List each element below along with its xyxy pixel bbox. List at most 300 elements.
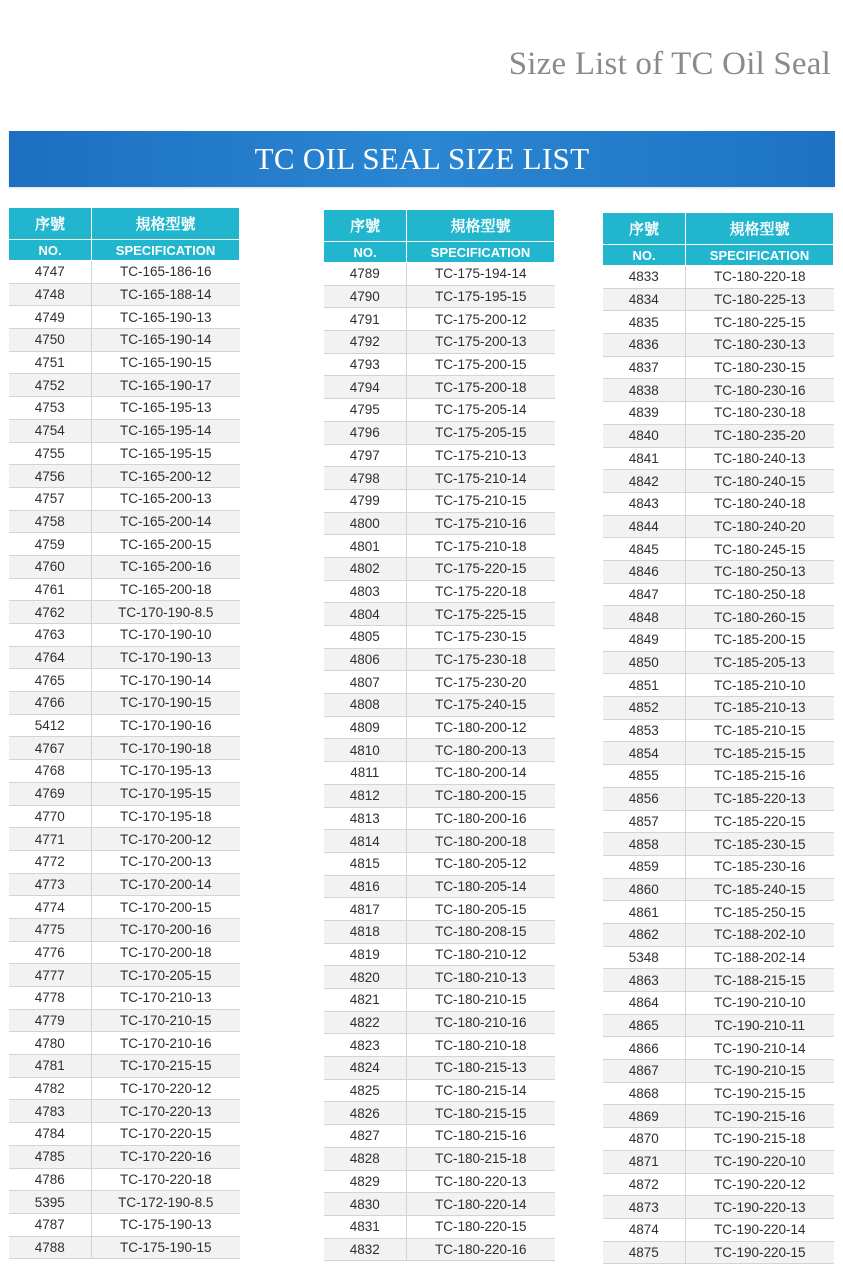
table-row bbox=[9, 987, 240, 1010]
header-no-en: NO. bbox=[324, 242, 407, 263]
row-specification: TC-175-230-15 bbox=[407, 626, 555, 649]
table-row bbox=[324, 1011, 555, 1034]
row-specification: TC-180-205-14 bbox=[407, 875, 555, 898]
table-row bbox=[603, 1241, 834, 1264]
row-specification: TC-180-215-18 bbox=[407, 1147, 555, 1170]
table-row bbox=[9, 850, 240, 873]
row-specification: TC-170-220-13 bbox=[92, 1100, 240, 1123]
table-row bbox=[603, 1060, 834, 1083]
table-row bbox=[603, 515, 834, 538]
header-spec-en: SPECIFICATION bbox=[92, 240, 240, 261]
row-number: 4851 bbox=[603, 674, 686, 697]
table-row bbox=[324, 807, 555, 830]
row-number: 4759 bbox=[9, 533, 92, 556]
table-row bbox=[603, 379, 834, 402]
table-row bbox=[9, 941, 240, 964]
row-specification: TC-165-200-13 bbox=[92, 487, 240, 510]
row-number: 4783 bbox=[9, 1100, 92, 1123]
row-specification: TC-170-210-13 bbox=[92, 987, 240, 1010]
row-number: 4829 bbox=[324, 1170, 407, 1193]
row-number: 4826 bbox=[324, 1102, 407, 1125]
row-specification: TC-180-208-15 bbox=[407, 920, 555, 943]
table-row bbox=[9, 1236, 240, 1259]
row-number: 4816 bbox=[324, 875, 407, 898]
table-row bbox=[603, 447, 834, 470]
row-number: 4747 bbox=[9, 261, 92, 284]
table-row bbox=[324, 762, 555, 785]
row-number: 4848 bbox=[603, 606, 686, 629]
row-specification: TC-190-215-15 bbox=[686, 1082, 834, 1105]
row-number: 4820 bbox=[324, 966, 407, 989]
row-number: 4784 bbox=[9, 1123, 92, 1146]
table-row bbox=[603, 288, 834, 311]
row-specification: TC-180-220-15 bbox=[407, 1215, 555, 1238]
row-number: 4844 bbox=[603, 515, 686, 538]
header-spec-cn: 規格型號 bbox=[92, 208, 240, 240]
table-row bbox=[324, 1147, 555, 1170]
table-row bbox=[324, 557, 555, 580]
table-row bbox=[9, 306, 240, 329]
row-number: 4815 bbox=[324, 852, 407, 875]
row-number: 4794 bbox=[324, 376, 407, 399]
row-specification: TC-175-200-13 bbox=[407, 331, 555, 354]
table-row bbox=[324, 1238, 555, 1261]
table-row bbox=[9, 1032, 240, 1055]
header-no-en: NO. bbox=[9, 240, 92, 261]
table-row bbox=[9, 533, 240, 556]
table-row bbox=[603, 969, 834, 992]
table-row bbox=[603, 1196, 834, 1219]
row-number: 4806 bbox=[324, 648, 407, 671]
table-row bbox=[324, 580, 555, 603]
table-row bbox=[603, 606, 834, 629]
row-specification: TC-190-210-15 bbox=[686, 1060, 834, 1083]
row-specification: TC-180-205-12 bbox=[407, 852, 555, 875]
table-row bbox=[324, 830, 555, 853]
row-number: 4835 bbox=[603, 311, 686, 334]
table-row bbox=[603, 742, 834, 765]
row-number: 4769 bbox=[9, 782, 92, 805]
row-specification: TC-185-205-13 bbox=[686, 651, 834, 674]
table-row bbox=[324, 966, 555, 989]
table-row bbox=[9, 737, 240, 760]
row-specification: TC-180-240-18 bbox=[686, 492, 834, 515]
table-row bbox=[603, 810, 834, 833]
row-specification: TC-170-220-18 bbox=[92, 1168, 240, 1191]
row-specification: TC-165-200-14 bbox=[92, 510, 240, 533]
row-number: 4860 bbox=[603, 878, 686, 901]
row-specification: TC-170-190-8.5 bbox=[92, 601, 240, 624]
row-number: 4861 bbox=[603, 901, 686, 924]
row-number: 4807 bbox=[324, 671, 407, 694]
table-row bbox=[9, 964, 240, 987]
row-number: 4770 bbox=[9, 805, 92, 828]
row-number: 4756 bbox=[9, 465, 92, 488]
row-specification: TC-180-220-13 bbox=[407, 1170, 555, 1193]
row-specification: TC-170-200-16 bbox=[92, 918, 240, 941]
header-spec-cn: 規格型號 bbox=[407, 210, 555, 242]
row-specification: TC-170-190-15 bbox=[92, 692, 240, 715]
row-number: 4853 bbox=[603, 719, 686, 742]
row-specification: TC-165-190-14 bbox=[92, 329, 240, 352]
table-row bbox=[9, 692, 240, 715]
row-number: 4805 bbox=[324, 626, 407, 649]
table-row bbox=[9, 465, 240, 488]
table-row bbox=[603, 674, 834, 697]
row-specification: TC-175-205-15 bbox=[407, 421, 555, 444]
row-specification: TC-180-220-16 bbox=[407, 1238, 555, 1261]
row-number: 4869 bbox=[603, 1105, 686, 1128]
row-number: 4795 bbox=[324, 399, 407, 422]
table-row bbox=[324, 898, 555, 921]
row-specification: TC-180-230-18 bbox=[686, 402, 834, 425]
row-specification: TC-190-220-14 bbox=[686, 1218, 834, 1241]
table-row bbox=[9, 918, 240, 941]
table-row bbox=[324, 467, 555, 490]
table-row bbox=[324, 399, 555, 422]
table-row bbox=[603, 629, 834, 652]
row-number: 4779 bbox=[9, 1009, 92, 1032]
row-specification: TC-175-210-15 bbox=[407, 489, 555, 512]
row-specification: TC-185-210-15 bbox=[686, 719, 834, 742]
row-specification: TC-180-210-18 bbox=[407, 1034, 555, 1057]
row-number: 4761 bbox=[9, 578, 92, 601]
table-row bbox=[9, 351, 240, 374]
row-specification: TC-185-215-15 bbox=[686, 742, 834, 765]
row-specification: TC-180-235-20 bbox=[686, 424, 834, 447]
row-number: 4808 bbox=[324, 694, 407, 717]
row-specification: TC-185-220-13 bbox=[686, 787, 834, 810]
row-specification: TC-170-190-14 bbox=[92, 669, 240, 692]
row-number: 4750 bbox=[9, 329, 92, 352]
row-specification: TC-180-225-15 bbox=[686, 311, 834, 334]
row-number: 4830 bbox=[324, 1193, 407, 1216]
row-specification: TC-180-200-14 bbox=[407, 762, 555, 785]
row-specification: TC-180-210-15 bbox=[407, 989, 555, 1012]
row-specification: TC-185-220-15 bbox=[686, 810, 834, 833]
row-specification: TC-175-194-14 bbox=[407, 263, 555, 286]
row-number: 4768 bbox=[9, 760, 92, 783]
row-specification: TC-180-200-16 bbox=[407, 807, 555, 830]
table-row bbox=[324, 739, 555, 762]
row-number: 4843 bbox=[603, 492, 686, 515]
row-specification: TC-180-210-13 bbox=[407, 966, 555, 989]
table-row bbox=[324, 943, 555, 966]
row-number: 4782 bbox=[9, 1077, 92, 1100]
row-number: 4824 bbox=[324, 1057, 407, 1080]
row-specification: TC-190-215-18 bbox=[686, 1128, 834, 1151]
row-number: 4825 bbox=[324, 1079, 407, 1102]
row-number: 4854 bbox=[603, 742, 686, 765]
page-title: Size List of TC Oil Seal bbox=[508, 46, 831, 82]
row-specification: TC-165-195-15 bbox=[92, 442, 240, 465]
header-no-cn: 序號 bbox=[324, 210, 407, 242]
row-specification: TC-180-260-15 bbox=[686, 606, 834, 629]
row-number: 4765 bbox=[9, 669, 92, 692]
row-number: 4767 bbox=[9, 737, 92, 760]
row-specification: TC-170-200-12 bbox=[92, 828, 240, 851]
table-row bbox=[9, 1168, 240, 1191]
table-row bbox=[9, 1145, 240, 1168]
row-specification: TC-185-200-15 bbox=[686, 629, 834, 652]
row-number: 4800 bbox=[324, 512, 407, 535]
row-specification: TC-180-210-16 bbox=[407, 1011, 555, 1034]
table-row bbox=[9, 1009, 240, 1032]
row-specification: TC-190-220-13 bbox=[686, 1196, 834, 1219]
row-specification: TC-180-240-15 bbox=[686, 470, 834, 493]
table-row bbox=[9, 873, 240, 896]
row-number: 4777 bbox=[9, 964, 92, 987]
table-row bbox=[324, 875, 555, 898]
row-specification: TC-180-200-15 bbox=[407, 784, 555, 807]
row-specification: TC-185-250-15 bbox=[686, 901, 834, 924]
table-row bbox=[603, 923, 834, 946]
table-row bbox=[324, 421, 555, 444]
table-row bbox=[603, 855, 834, 878]
row-number: 4804 bbox=[324, 603, 407, 626]
row-number: 4775 bbox=[9, 918, 92, 941]
row-specification: TC-188-202-14 bbox=[686, 946, 834, 969]
header-spec-cn: 規格型號 bbox=[686, 213, 834, 245]
table-row bbox=[324, 1102, 555, 1125]
header-no-cn: 序號 bbox=[9, 208, 92, 240]
table-row bbox=[9, 624, 240, 647]
row-number: 4840 bbox=[603, 424, 686, 447]
row-specification: TC-170-200-15 bbox=[92, 896, 240, 919]
row-specification: TC-170-190-10 bbox=[92, 624, 240, 647]
row-number: 4763 bbox=[9, 624, 92, 647]
table-row bbox=[603, 1173, 834, 1196]
row-number: 4859 bbox=[603, 855, 686, 878]
row-specification: TC-175-220-18 bbox=[407, 580, 555, 603]
table-row bbox=[9, 397, 240, 420]
row-specification: TC-180-220-18 bbox=[686, 266, 834, 289]
header-no-en: NO. bbox=[603, 245, 686, 266]
row-specification: TC-175-200-12 bbox=[407, 308, 555, 331]
row-specification: TC-175-230-18 bbox=[407, 648, 555, 671]
row-number: 4764 bbox=[9, 646, 92, 669]
table-row bbox=[324, 920, 555, 943]
row-specification: TC-180-230-15 bbox=[686, 356, 834, 379]
row-specification: TC-185-240-15 bbox=[686, 878, 834, 901]
table-row bbox=[603, 901, 834, 924]
row-specification: TC-180-240-13 bbox=[686, 447, 834, 470]
row-specification: TC-175-230-20 bbox=[407, 671, 555, 694]
row-number: 4839 bbox=[603, 402, 686, 425]
row-specification: TC-165-200-15 bbox=[92, 533, 240, 556]
row-specification: TC-175-190-13 bbox=[92, 1213, 240, 1236]
table-row bbox=[324, 444, 555, 467]
row-specification: TC-170-220-12 bbox=[92, 1077, 240, 1100]
row-number: 4803 bbox=[324, 580, 407, 603]
table-row bbox=[9, 374, 240, 397]
table-row bbox=[9, 419, 240, 442]
row-specification: TC-175-190-15 bbox=[92, 1236, 240, 1259]
table-row bbox=[324, 784, 555, 807]
row-specification: TC-175-240-15 bbox=[407, 694, 555, 717]
row-specification: TC-170-220-15 bbox=[92, 1123, 240, 1146]
row-number: 4845 bbox=[603, 538, 686, 561]
row-specification: TC-170-200-18 bbox=[92, 941, 240, 964]
row-specification: TC-170-200-14 bbox=[92, 873, 240, 896]
row-number: 4785 bbox=[9, 1145, 92, 1168]
row-number: 4812 bbox=[324, 784, 407, 807]
row-number: 4866 bbox=[603, 1037, 686, 1060]
row-specification: TC-190-210-10 bbox=[686, 992, 834, 1015]
row-number: 4855 bbox=[603, 765, 686, 788]
row-specification: TC-180-250-13 bbox=[686, 560, 834, 583]
row-number: 4867 bbox=[603, 1060, 686, 1083]
table-row bbox=[9, 1077, 240, 1100]
row-specification: TC-170-200-13 bbox=[92, 850, 240, 873]
table-row bbox=[603, 1105, 834, 1128]
table-row bbox=[324, 1193, 555, 1216]
row-number: 5348 bbox=[603, 946, 686, 969]
table-row bbox=[9, 1191, 240, 1214]
row-number: 4788 bbox=[9, 1236, 92, 1259]
table-row bbox=[603, 538, 834, 561]
table-row bbox=[9, 510, 240, 533]
table-row bbox=[9, 896, 240, 919]
table-row bbox=[324, 626, 555, 649]
row-number: 4776 bbox=[9, 941, 92, 964]
row-number: 4790 bbox=[324, 285, 407, 308]
row-specification: TC-180-215-16 bbox=[407, 1125, 555, 1148]
table-row bbox=[9, 828, 240, 851]
row-number: 4787 bbox=[9, 1213, 92, 1236]
list-banner bbox=[9, 131, 835, 187]
table-row bbox=[603, 651, 834, 674]
row-number: 4858 bbox=[603, 833, 686, 856]
row-number: 4817 bbox=[324, 898, 407, 921]
row-number: 4792 bbox=[324, 331, 407, 354]
row-number: 4749 bbox=[9, 306, 92, 329]
table-row bbox=[603, 492, 834, 515]
row-number: 4755 bbox=[9, 442, 92, 465]
row-specification: TC-170-190-13 bbox=[92, 646, 240, 669]
table-row bbox=[324, 1215, 555, 1238]
row-number: 4823 bbox=[324, 1034, 407, 1057]
row-specification: TC-180-215-13 bbox=[407, 1057, 555, 1080]
row-number: 4841 bbox=[603, 447, 686, 470]
row-number: 4857 bbox=[603, 810, 686, 833]
table-row bbox=[9, 646, 240, 669]
table-row bbox=[324, 376, 555, 399]
table-row bbox=[324, 331, 555, 354]
header-no-cn: 序號 bbox=[603, 213, 686, 245]
table-row bbox=[603, 1037, 834, 1060]
table-row bbox=[9, 329, 240, 352]
row-specification: TC-165-188-14 bbox=[92, 283, 240, 306]
row-number: 4865 bbox=[603, 1014, 686, 1037]
row-specification: TC-170-215-15 bbox=[92, 1055, 240, 1078]
table-row bbox=[603, 402, 834, 425]
table-row bbox=[324, 1057, 555, 1080]
row-number: 4796 bbox=[324, 421, 407, 444]
row-specification: TC-190-220-12 bbox=[686, 1173, 834, 1196]
table-row bbox=[324, 1125, 555, 1148]
row-number: 4846 bbox=[603, 560, 686, 583]
table-row bbox=[324, 285, 555, 308]
row-number: 4836 bbox=[603, 334, 686, 357]
row-number: 4821 bbox=[324, 989, 407, 1012]
row-specification: TC-190-220-15 bbox=[686, 1241, 834, 1264]
table-row bbox=[603, 424, 834, 447]
row-specification: TC-165-200-18 bbox=[92, 578, 240, 601]
row-specification: TC-185-230-16 bbox=[686, 855, 834, 878]
row-number: 4856 bbox=[603, 787, 686, 810]
row-specification: TC-175-210-18 bbox=[407, 535, 555, 558]
table-row bbox=[603, 1014, 834, 1037]
row-number: 4773 bbox=[9, 873, 92, 896]
row-specification: TC-175-200-18 bbox=[407, 376, 555, 399]
table-row bbox=[9, 487, 240, 510]
row-specification: TC-180-200-13 bbox=[407, 739, 555, 762]
table-row bbox=[9, 261, 240, 284]
row-specification: TC-175-225-15 bbox=[407, 603, 555, 626]
row-specification: TC-165-190-15 bbox=[92, 351, 240, 374]
row-specification: TC-188-202-10 bbox=[686, 923, 834, 946]
table-row bbox=[603, 833, 834, 856]
row-specification: TC-175-195-15 bbox=[407, 285, 555, 308]
row-number: 4751 bbox=[9, 351, 92, 374]
table-row bbox=[603, 266, 834, 289]
table-row bbox=[324, 263, 555, 286]
row-number: 4789 bbox=[324, 263, 407, 286]
table-row bbox=[603, 1082, 834, 1105]
row-specification: TC-180-225-13 bbox=[686, 288, 834, 311]
row-specification: TC-165-200-12 bbox=[92, 465, 240, 488]
table-row bbox=[9, 555, 240, 578]
size-table-2 bbox=[323, 209, 555, 1261]
row-number: 4771 bbox=[9, 828, 92, 851]
row-number: 4842 bbox=[603, 470, 686, 493]
table-row bbox=[324, 353, 555, 376]
row-number: 4748 bbox=[9, 283, 92, 306]
table-row bbox=[9, 714, 240, 737]
row-specification: TC-170-220-16 bbox=[92, 1145, 240, 1168]
row-specification: TC-172-190-8.5 bbox=[92, 1191, 240, 1214]
table-row bbox=[603, 787, 834, 810]
table-row bbox=[603, 1150, 834, 1173]
table-row bbox=[603, 697, 834, 720]
table-row bbox=[9, 601, 240, 624]
row-number: 4874 bbox=[603, 1218, 686, 1241]
row-number: 4809 bbox=[324, 716, 407, 739]
table-row bbox=[324, 512, 555, 535]
row-number: 4762 bbox=[9, 601, 92, 624]
row-specification: TC-180-215-15 bbox=[407, 1102, 555, 1125]
row-specification: TC-175-210-14 bbox=[407, 467, 555, 490]
header-spec-en: SPECIFICATION bbox=[407, 242, 555, 263]
row-number: 5412 bbox=[9, 714, 92, 737]
row-number: 4850 bbox=[603, 651, 686, 674]
table-row bbox=[324, 489, 555, 512]
table-row bbox=[9, 283, 240, 306]
row-specification: TC-180-210-12 bbox=[407, 943, 555, 966]
row-number: 4849 bbox=[603, 629, 686, 652]
row-number: 4798 bbox=[324, 467, 407, 490]
row-number: 4802 bbox=[324, 557, 407, 580]
table-row bbox=[603, 946, 834, 969]
row-number: 4811 bbox=[324, 762, 407, 785]
row-number: 4810 bbox=[324, 739, 407, 762]
table-row bbox=[603, 1218, 834, 1241]
row-number: 4822 bbox=[324, 1011, 407, 1034]
table-row bbox=[603, 1128, 834, 1151]
table-row bbox=[9, 578, 240, 601]
row-specification: TC-165-190-17 bbox=[92, 374, 240, 397]
